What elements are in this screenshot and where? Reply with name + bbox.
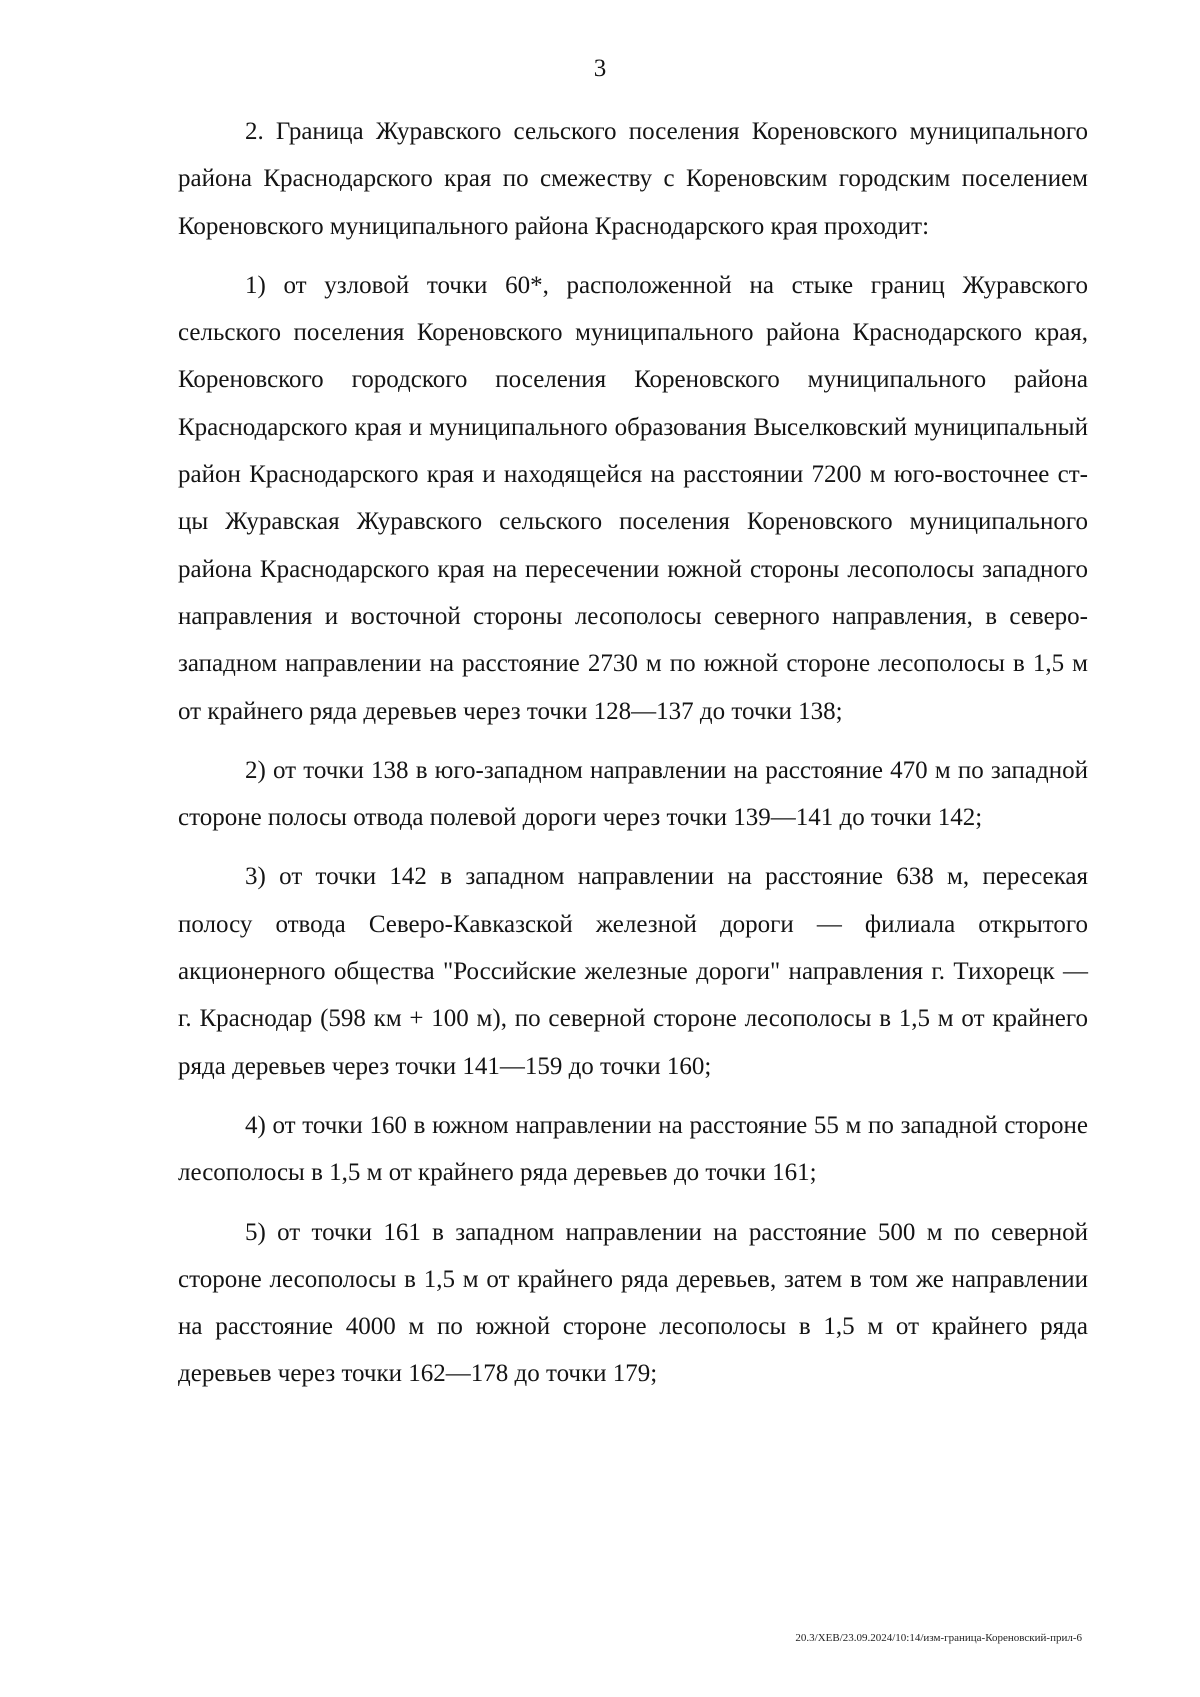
paragraph-item-2: 2) от точки 138 в юго-западном направлении на расстояние 470 м по западной стороне полосы отвода полевой дороги через точки 139—141 до точки 142;	[178, 756, 1088, 832]
document-footer-code: 20.3/ХЕВ/23.09.2024/10:14/изм-граница-Кореновский-прил-6	[795, 1632, 1082, 1644]
paragraph-boundary-intro: 2. Граница Журавского сельского поселения Кореновского муниципального района Краснодарского края по смежеству с Кореновским городским поселением Кореновского муниципального района Краснодарского края проходит:	[178, 118, 1088, 240]
page-number: 3	[593, 55, 607, 82]
paragraph-item-5: 5) от точки 161 в западном направлении на расстояние 500 м по северной стороне лесополосы в 1,5 м от крайнего ряда деревьев, затем в том же направлении на расстояние 4000 м по южной стороне лесополосы в 1,5 м от крайнего ряда деревьев через точки 162—178 до точки 179;	[178, 1218, 1088, 1388]
paragraph-item-4: 4) от точки 160 в южном направлении на расстояние 55 м по западной стороне лесополосы в 1,5 м от крайнего ряда деревьев до точки 161;	[178, 1111, 1088, 1187]
paragraph-item-3: 3) от точки 142 в западном направлении на расстояние 638 м, пересекая полосу отвода Северо-Кавказской железной дороги — филиала открытого акционерного общества "Российские железные дороги" направления г. Тихорецк — г. Краснодар (598 км + 100 м), по северной стороне лесополосы в 1,5 м от крайнего ряда деревьев через точки 141—159 до точки 160;	[178, 863, 1088, 1080]
paragraph-item-1: 1) от узловой точки 60*, расположенной на стыке границ Журавского сельского поселения Кореновского муниципального района Краснодарского края, Кореновского городского поселения Кореновского муниципального района Краснодарского края и муниципального образования Выселковский муниципальный район Краснодарского края и находящейся на расстоянии 7200 м юго-восточнее ст-цы Журавская Журавского сельского поселения Кореновского муниципального района Краснодарского края на пересечении южной стороны лесополосы западного направления и восточной стороны лесополосы северного направления, в северо-западном направлении на расстояние 2730 м по южной стороне лесополосы в 1,5 м от крайнего ряда деревьев через точки 128—137 до точки 138;	[178, 271, 1088, 725]
document-body	[178, 108, 1088, 1398]
